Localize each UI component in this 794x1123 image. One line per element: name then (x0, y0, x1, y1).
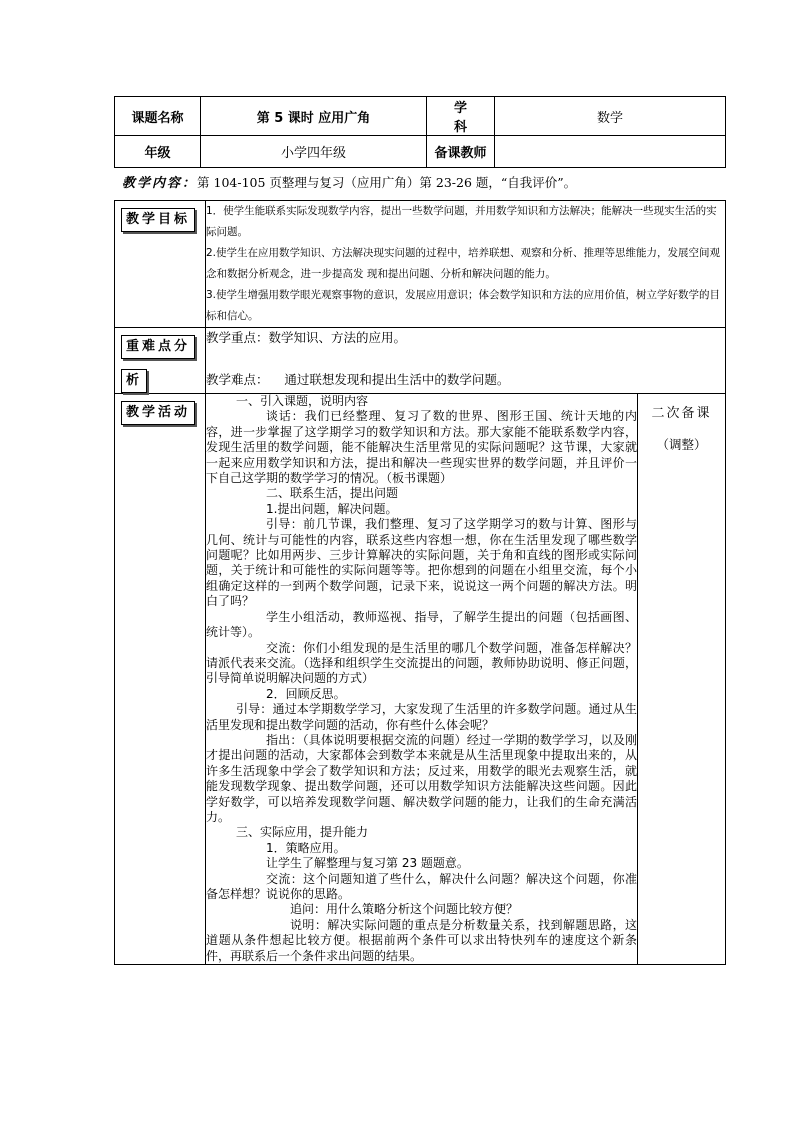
grade-value: 小学四年级 (201, 136, 427, 168)
key-points-label: 重难点分 (121, 335, 195, 359)
activity-paragraph: 说明：解决实际问题的重点是分析数量关系，找到解题思路，这道题从条件想起比较方便。根据前两个条件可以求出特快列车的速度这个新条件，再联系后一个条件求出问题的结果。 (206, 917, 637, 963)
objective-item: 1．使学生能联系实际发现数学内容，提出一些数学问题，并用数学知识和方法解决；能解决一些现实生活的实际问题。 (206, 205, 717, 238)
grade-label: 年级 (115, 136, 201, 168)
activity-paragraph: 1.提出问题，解决问题。 (266, 501, 398, 516)
activity-paragraph: 三、实际应用，提升能力 (236, 825, 369, 840)
key-points-label-continued: 析 (121, 369, 147, 393)
activity-paragraph: 指出：（具体说明要根据交流的问题）经过一学期的数学学习，以及刚才提出问题的活动，大家都体会到数学本来就是从生活里现象中提取出来的，从许多生活现象中学会了数学知识和方法；反过来，用数学的眼光去观察生活，就能发现数学现象、提出数学问题，还可以用数学知识方法能解决这些问题。因此学好数学，可以培养发现数学问题、解决数学问题的能力，让我们的生命充满活力。 (206, 732, 637, 824)
activity-paragraph: 引导：通过本学期数学学习，大家发现了生活里的许多数学问题。通过从生活里发现和提出数学问题的活动，你有些什么体会呢？ (206, 702, 637, 732)
key-points-row (115, 328, 726, 394)
teaching-content (122, 172, 722, 191)
header-table (114, 96, 726, 168)
activity-paragraph: 2．回顾反思。 (266, 686, 346, 701)
key-points-cell (206, 328, 726, 394)
activity-paragraph: 谈话：我们已经整理、复习了数的世界、图形王国、统计天地的内容，进一步掌握了这学期学习的数学知识和方法。那大家能不能联系数学内容，发现生活里的数学问题，能不能解决生活里常见的实际问题呢？这节课，大家就一起来应用数学知识和方法，提出和解决一些现实世界的数学问题，并且评价一下自己这学期的数学学习的情况。（板书课题） (206, 409, 637, 486)
activity-paragraph: 追问：用什么策略分析这个问题比较方便？ (290, 902, 519, 917)
second-prep-label: 二次备课 (651, 406, 712, 421)
activities-label-cell (115, 394, 206, 965)
teaching-focus: 教学重点：数学知识、方法的应用。 (206, 330, 407, 345)
objectives-label-cell (115, 201, 206, 328)
objectives-row (115, 201, 726, 328)
teaching-difficulty: 教学难点： 通过联想发现和提出生活中的数学问题。 (206, 372, 510, 387)
activity-paragraph: 交流：你们小组发现的是生活里的哪几个数学问题，准备怎样解决？请派代表来交流。（选择和组织学生交流提出的问题，教师协助说明、修正问题，引导简单说明解决问题的方式） (206, 640, 637, 686)
teacher-value (495, 136, 726, 168)
activities-row (115, 394, 726, 965)
subject-label: 学 科 (427, 97, 495, 136)
subject-value: 数学 (495, 97, 726, 136)
key-points-label-cell (115, 328, 206, 394)
activity-paragraph: 让学生了解整理与复习第 23 题题意。 (266, 856, 469, 871)
activity-paragraph: 1．策略应用。 (266, 840, 346, 855)
activity-paragraph: 二、联系生活，提出问题 (266, 486, 399, 501)
activity-paragraph: 交流：这个问题知道了些什么，解决什么问题？解决这个问题，你准备怎样想？说说你的思路。 (206, 871, 637, 901)
objectives-label: 教学目标 (121, 208, 195, 232)
activities-cell (206, 394, 638, 965)
objectives-cell (206, 201, 726, 328)
activity-paragraph: 引导：前几节课，我们整理、复习了这学期学习的数与计算、图形与几何、统计与可能性的内容，联系这些内容想一想，你在生活里发现了哪些数学问题呢？比如用两步、三步计算解决的实际问题，关于角和直线的图形或实际问题，关于统计和可能性的实际问题等等。把你想到的问题在小组里交流，每个小组确定这样的一到两个数学问题，记录下来，说说这一两个问题的解决方法。明白了吗？ (206, 517, 637, 609)
topic-value: 第 5 课时 应用广角 (201, 97, 427, 136)
teacher-label: 备课教师 (427, 136, 495, 168)
teaching-content-label: 教学内容： (122, 176, 198, 191)
activity-paragraph: 学生小组活动，教师巡视、指导，了解学生提出的问题（包括画图、统计等）。 (206, 609, 637, 640)
main-table (114, 200, 726, 965)
activity-paragraph: 一、引入课题，说明内容 (236, 394, 369, 408)
adjust-label: （调整） (656, 437, 707, 452)
objective-item: 3.使学生增强用数学眼光观察事物的意识，发展应用意识；体会数学知识和方法的应用价值，树立学好数学的目标和信心。 (206, 289, 721, 322)
second-prep-cell (638, 394, 726, 965)
activities-label: 教学活动 (121, 401, 195, 425)
objective-item: 2.使学生在应用数学知识、方法解决现实问题的过程中，培养联想、观察和分析、推理等思维能力，发展空间观念和数据分析观念，进一步提高发 现和提出问题、分析和解决问题的能力。 (206, 247, 721, 280)
teaching-content-value: 第 104-105 页整理与复习（应用广角）第 23-26 题，“自我评价”。 (197, 175, 577, 190)
topic-label: 课题名称 (115, 97, 201, 136)
